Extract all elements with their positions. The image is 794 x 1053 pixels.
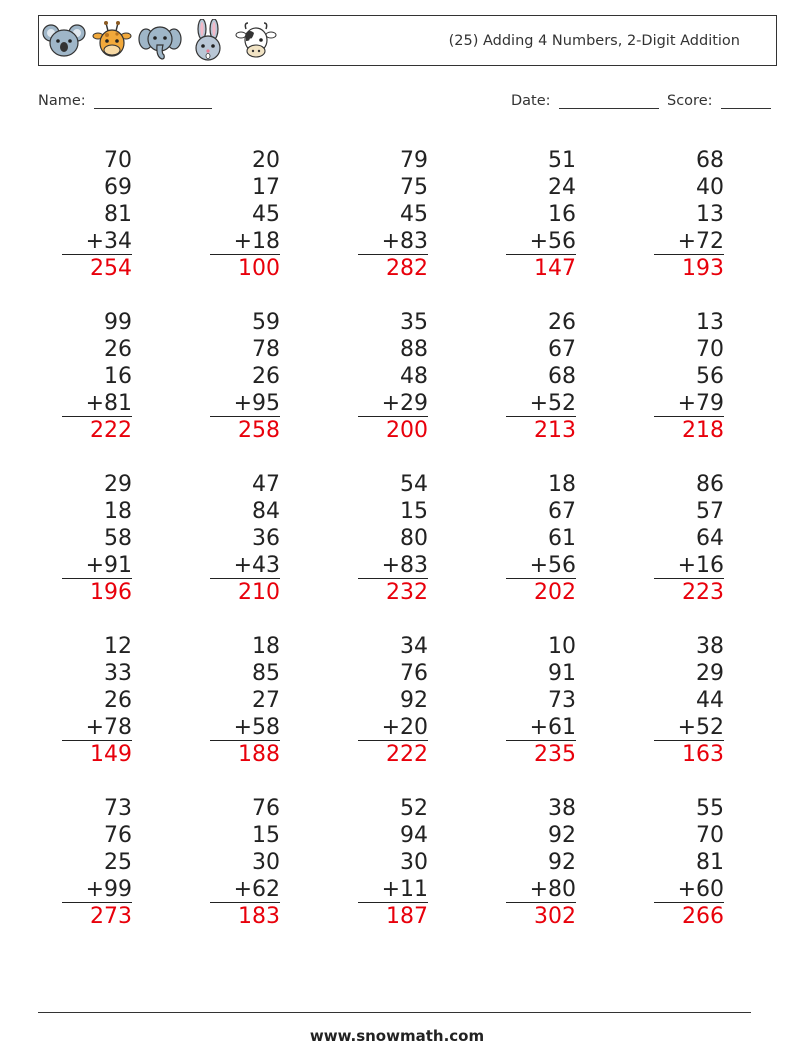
addition-problem [506,309,576,444]
date-field [511,92,659,109]
addend: 45 [400,202,428,227]
addend: 25 [104,850,132,875]
addition-problem [358,309,428,444]
addend: 70 [696,823,724,848]
addend: 68 [548,364,576,389]
score-label: Score: [667,93,713,109]
addend: 15 [400,499,428,524]
last-addend: +62 [210,876,280,903]
addition-problem [654,309,724,444]
last-addend: +29 [358,390,428,417]
footer-divider [38,1012,751,1013]
addend: 69 [104,175,132,200]
addend: 17 [252,175,280,200]
addend: 35 [400,310,428,335]
addition-problem [62,795,132,930]
addend: 85 [252,661,280,686]
addend: 24 [548,175,576,200]
answer: 232 [386,580,428,605]
score-field [667,92,771,109]
answer: 202 [534,580,576,605]
answer: 302 [534,904,576,929]
answer: 266 [682,904,724,929]
addend: 56 [696,364,724,389]
addition-problem [210,147,280,282]
addend: 76 [252,796,280,821]
answer: 147 [534,256,576,281]
last-addend: +72 [654,228,724,255]
addend: 67 [548,337,576,362]
last-addend: +99 [62,876,132,903]
footer-site: www.snowmath.com [309,1027,485,1045]
addition-problem [654,633,724,768]
addend: 47 [252,472,280,497]
addend: 30 [252,850,280,875]
answer: 187 [386,904,428,929]
addend: 54 [400,472,428,497]
addition-problem [506,471,576,606]
addend: 76 [400,661,428,686]
answer: 183 [238,904,280,929]
name-blank-line[interactable] [94,92,212,109]
addend: 59 [252,310,280,335]
date-label: Date: [511,93,551,109]
score-blank-line[interactable] [721,92,771,109]
worksheet-title: (25) Adding 4 Numbers, 2-Digit Addition [448,33,740,49]
addition-problem [62,633,132,768]
addition-problem [654,795,724,930]
addition-problem [358,471,428,606]
addition-problem [358,147,428,282]
name-label: Name: [38,93,86,109]
addend: 18 [548,472,576,497]
last-addend: +56 [506,552,576,579]
addend: 78 [252,337,280,362]
addend: 92 [400,688,428,713]
answer: 193 [682,256,724,281]
last-addend: +80 [506,876,576,903]
addend: 16 [548,202,576,227]
last-addend: +58 [210,714,280,741]
koala-icon [42,19,86,63]
addend: 64 [696,526,724,551]
addend: 38 [696,634,724,659]
addition-problem [62,309,132,444]
last-addend: +52 [506,390,576,417]
addend: 29 [696,661,724,686]
addend: 67 [548,499,576,524]
answer: 210 [238,580,280,605]
date-blank-line[interactable] [559,92,659,109]
addend: 15 [252,823,280,848]
addend: 76 [104,823,132,848]
last-addend: +18 [210,228,280,255]
rabbit-icon [186,19,230,63]
addend: 99 [104,310,132,335]
answer: 218 [682,418,724,443]
addend: 70 [696,337,724,362]
addend: 40 [696,175,724,200]
animal-icons [42,19,278,63]
last-addend: +78 [62,714,132,741]
addend: 26 [104,688,132,713]
cow-icon [234,19,278,63]
addend: 94 [400,823,428,848]
answer: 273 [90,904,132,929]
answer: 100 [238,256,280,281]
addition-problem [654,471,724,606]
giraffe-icon [90,19,134,63]
addend: 61 [548,526,576,551]
addend: 13 [696,202,724,227]
addend: 75 [400,175,428,200]
addend: 73 [104,796,132,821]
addend: 58 [104,526,132,551]
addend: 68 [696,148,724,173]
addend: 33 [104,661,132,686]
addition-problem [62,147,132,282]
answer: 254 [90,256,132,281]
last-addend: +95 [210,390,280,417]
addition-problem [210,309,280,444]
addend: 34 [400,634,428,659]
addition-problem [654,147,724,282]
addend: 52 [400,796,428,821]
answer: 188 [238,742,280,767]
addend: 81 [696,850,724,875]
addition-problem [358,633,428,768]
last-addend: +79 [654,390,724,417]
addend: 91 [548,661,576,686]
last-addend: +81 [62,390,132,417]
answer: 282 [386,256,428,281]
addend: 70 [104,148,132,173]
answer: 222 [386,742,428,767]
addend: 10 [548,634,576,659]
addition-problem [506,633,576,768]
addend: 27 [252,688,280,713]
addend: 13 [696,310,724,335]
addition-problem [210,471,280,606]
addend: 45 [252,202,280,227]
answer: 235 [534,742,576,767]
addend: 88 [400,337,428,362]
header-box [38,15,777,66]
addend: 18 [104,499,132,524]
answer: 213 [534,418,576,443]
addend: 44 [696,688,724,713]
addition-problem [358,795,428,930]
addend: 55 [696,796,724,821]
last-addend: +60 [654,876,724,903]
addend: 18 [252,634,280,659]
answer: 149 [90,742,132,767]
addend: 26 [104,337,132,362]
addend: 38 [548,796,576,821]
answer: 223 [682,580,724,605]
addend: 86 [696,472,724,497]
addend: 20 [252,148,280,173]
addend: 48 [400,364,428,389]
last-addend: +61 [506,714,576,741]
addend: 29 [104,472,132,497]
addition-problem [210,633,280,768]
last-addend: +52 [654,714,724,741]
addend: 92 [548,823,576,848]
addend: 12 [104,634,132,659]
answer: 222 [90,418,132,443]
answer: 163 [682,742,724,767]
addition-problem [506,147,576,282]
addend: 26 [548,310,576,335]
elephant-icon [138,19,182,63]
addend: 80 [400,526,428,551]
addend: 79 [400,148,428,173]
last-addend: +91 [62,552,132,579]
answer: 200 [386,418,428,443]
name-field [38,92,212,109]
last-addend: +43 [210,552,280,579]
last-addend: +56 [506,228,576,255]
addend: 73 [548,688,576,713]
addend: 81 [104,202,132,227]
last-addend: +83 [358,228,428,255]
addition-problem [62,471,132,606]
answer: 258 [238,418,280,443]
addend: 30 [400,850,428,875]
addend: 26 [252,364,280,389]
addend: 57 [696,499,724,524]
answer: 196 [90,580,132,605]
last-addend: +20 [358,714,428,741]
last-addend: +34 [62,228,132,255]
addition-problem [506,795,576,930]
addend: 36 [252,526,280,551]
last-addend: +16 [654,552,724,579]
last-addend: +11 [358,876,428,903]
addend: 92 [548,850,576,875]
addend: 16 [104,364,132,389]
addend: 51 [548,148,576,173]
addition-problem [210,795,280,930]
last-addend: +83 [358,552,428,579]
addend: 84 [252,499,280,524]
